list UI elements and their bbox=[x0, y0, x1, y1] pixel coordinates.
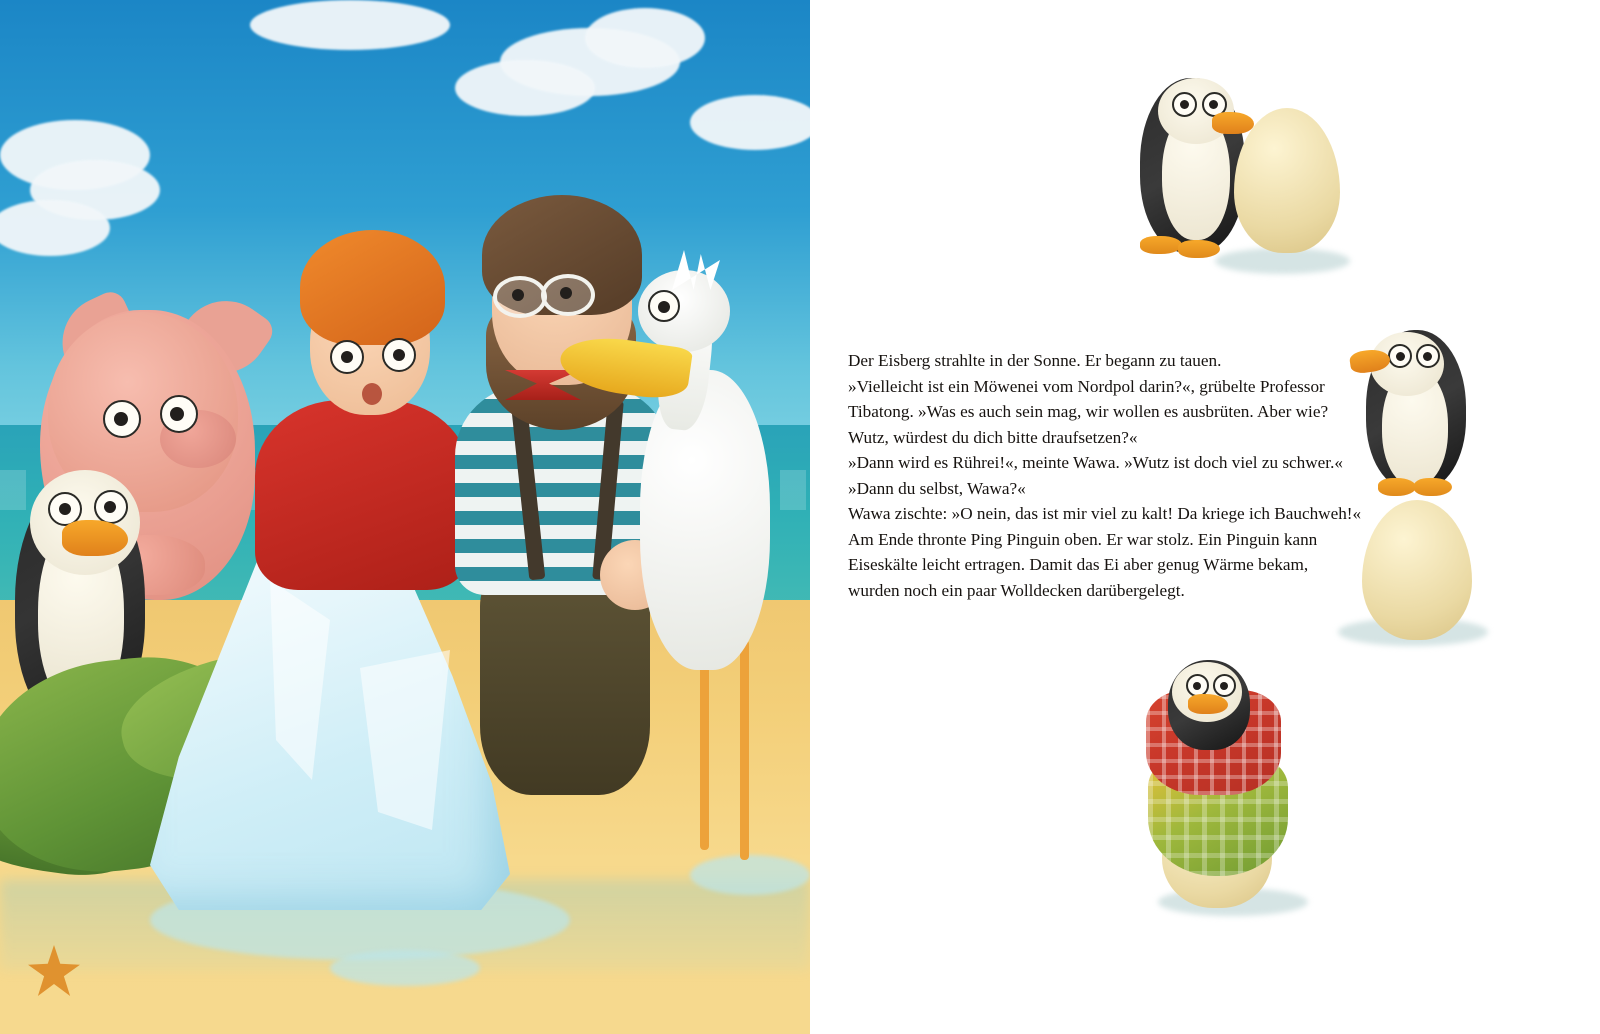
penguin-beak-icon bbox=[62, 520, 128, 556]
penguin-pupil bbox=[59, 503, 71, 515]
stork-leg bbox=[740, 640, 749, 860]
story-paragraph bbox=[848, 348, 1378, 603]
cloud-icon bbox=[250, 0, 450, 50]
penguin-pupil bbox=[1180, 100, 1189, 109]
boy-eye bbox=[382, 338, 416, 372]
egg-icon bbox=[1362, 500, 1472, 640]
penguin-pupil bbox=[1209, 100, 1218, 109]
penguin-beak-icon bbox=[1212, 112, 1254, 134]
story-line: wurden noch ein paar Wolldecken darübergelegt. bbox=[848, 580, 1185, 600]
penguin-foot-icon bbox=[1140, 236, 1182, 254]
professor-pupil bbox=[560, 287, 572, 299]
puddle-icon bbox=[690, 855, 810, 895]
stork-body bbox=[640, 370, 770, 670]
penguin-eye bbox=[1213, 674, 1236, 697]
boy-pupil bbox=[393, 349, 405, 361]
penguin-pupil bbox=[1193, 682, 1201, 690]
penguin-eye bbox=[1388, 344, 1412, 368]
penguin-foot-icon bbox=[1414, 478, 1452, 496]
boy-pupil bbox=[341, 351, 353, 363]
stork-pupil bbox=[658, 301, 670, 313]
penguin-pupil bbox=[1396, 352, 1405, 361]
story-line: »Dann wird es Rührei!«, meinte Wawa. »Wutz ist doch viel zu schwer.« bbox=[848, 453, 1343, 472]
boy-eye bbox=[330, 340, 364, 374]
penguin-pupil bbox=[104, 501, 116, 513]
pig-eye bbox=[160, 395, 198, 433]
stork-leg bbox=[700, 640, 709, 850]
penguin-eye bbox=[94, 490, 128, 524]
story-line: Am Ende thronte Ping Pinguin oben. Er war stolz. Ein Pinguin kann bbox=[848, 529, 1318, 549]
penguin-pupil bbox=[1220, 682, 1228, 690]
stork-eye bbox=[648, 290, 680, 322]
boy-hair-icon bbox=[300, 230, 445, 345]
pig-eye bbox=[103, 400, 141, 438]
puddle-icon bbox=[330, 950, 480, 986]
cloud-icon bbox=[585, 8, 705, 68]
story-line: Der Eisberg strahlte in der Sonne. Er begann zu tauen. bbox=[848, 351, 1222, 370]
story-line: »Dann du selbst, Wawa?« bbox=[848, 478, 1026, 498]
story-line: Tibatong. »Was es auch sein mag, wir wollen es ausbrüten. Aber wie? bbox=[848, 402, 1329, 421]
penguin-beak-icon bbox=[1188, 694, 1228, 714]
story-line: Wawa zischte: »O nein, das ist mir viel zu kalt! Da kriege ich Bauchweh!« bbox=[848, 504, 1362, 523]
penguin-foot-icon bbox=[1178, 240, 1220, 258]
penguin-eye bbox=[1172, 92, 1197, 117]
cloud-icon bbox=[455, 60, 595, 116]
story-line: Wutz, würdest du dich bitte draufsetzen?« bbox=[848, 427, 1138, 447]
penguin-pupil bbox=[1423, 352, 1432, 361]
pig-pupil bbox=[114, 412, 128, 426]
professor-pupil bbox=[512, 289, 524, 301]
story-line: »Vielleicht ist ein Möwenei vom Nordpol darin?«, grübelte Professor bbox=[848, 376, 1325, 396]
boy-shirt bbox=[255, 400, 470, 590]
story-line: Eiseskälte leicht ertragen. Damit das Ei aber genug Wärme bekam, bbox=[848, 555, 1309, 574]
egg-icon bbox=[1234, 108, 1340, 253]
pig-pupil bbox=[170, 407, 184, 421]
penguin-foot-icon bbox=[1378, 478, 1416, 496]
penguin-eye bbox=[1416, 344, 1440, 368]
right-page-text bbox=[810, 0, 1600, 1034]
boy-mouth-icon bbox=[362, 383, 382, 405]
cloud-icon bbox=[690, 95, 810, 150]
